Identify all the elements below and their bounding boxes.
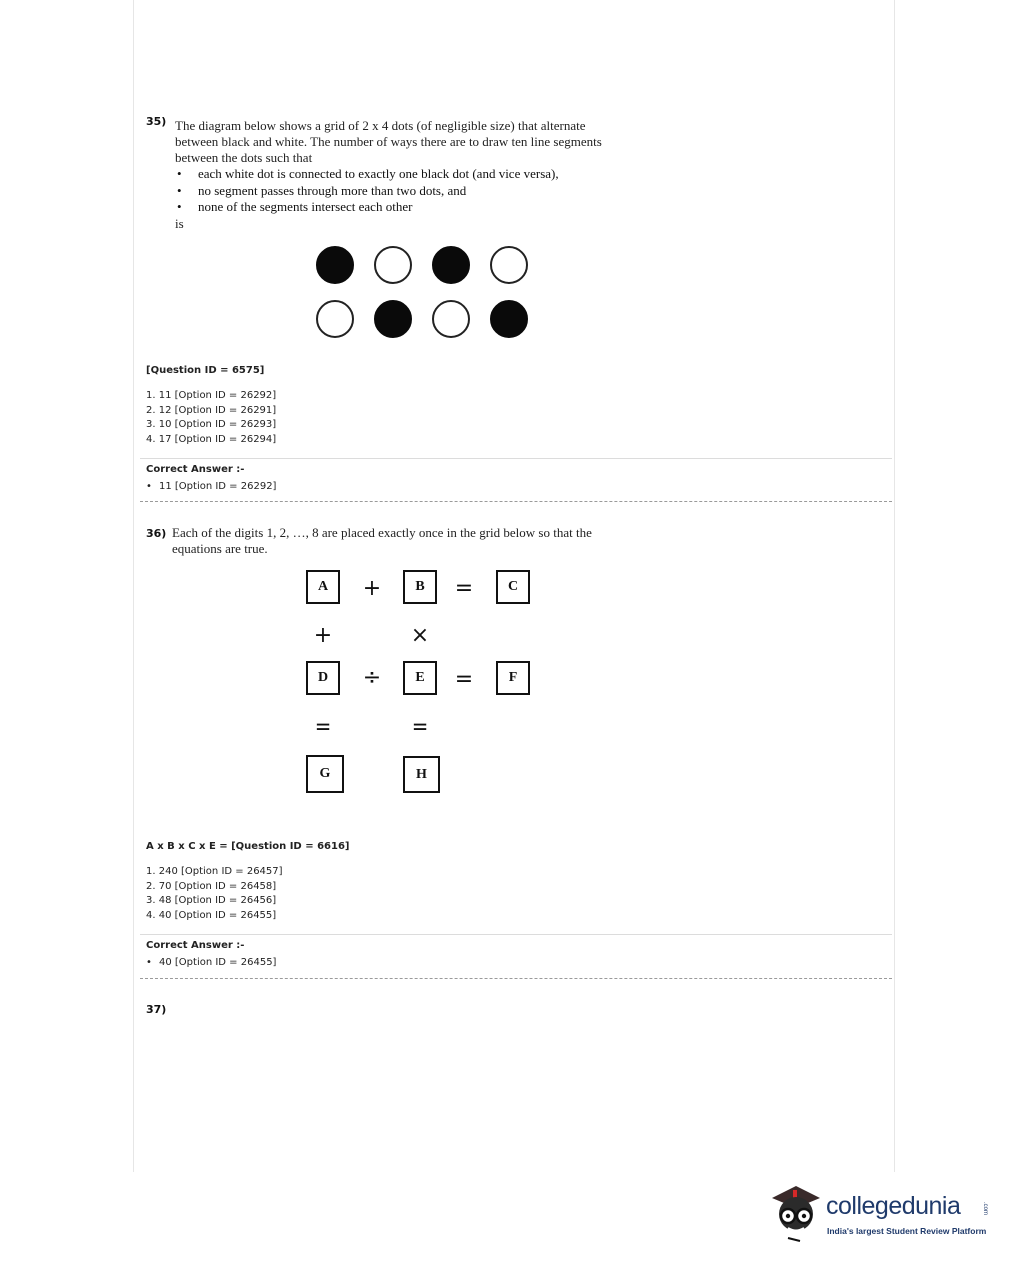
q35-bullet: • none of the segments intersect each other [175,199,559,216]
student-mascot-icon [766,1178,824,1244]
option-item: 4. 17 [Option ID = 26294] [146,433,277,445]
option-item: 2. 12 [Option ID = 26291] [146,404,277,416]
equals-sign: = [411,715,429,740]
q37-number: 37) [146,1003,167,1016]
cell-G: G [306,755,344,793]
times-sign: × [410,623,430,648]
q35-text-line: between black and white. The number of ways there are to draw ten line segments [175,134,602,149]
cell-A: A [306,570,340,604]
correct-answer-value: 40 [Option ID = 26455] [159,957,277,968]
q36-text-line: Each of the digits 1, 2, …, 8 are placed exactly once in the grid below so that the [172,525,592,540]
black-dot [432,246,470,284]
cell-B: B [403,570,437,604]
white-dot [374,246,412,284]
q36-text-line: equations are true. [172,541,268,556]
equals-sign: = [454,576,474,601]
bullet-icon: • [146,957,152,968]
black-dot [374,300,412,338]
q36-number: 36) [146,527,167,540]
dashed-separator [140,978,892,979]
divider [140,458,892,459]
q36-text [172,525,692,557]
white-dot [432,300,470,338]
q35-text-line: The diagram below shows a grid of 2 x 4 dots (of negligible size) that alternate [175,118,586,133]
logo-wordmark: collegedunia [826,1192,961,1220]
cell-H: H [403,756,440,793]
logo-tagline: India's largest Student Review Platform [827,1226,987,1236]
option-item: 1. 11 [Option ID = 26292] [146,390,277,401]
equals-sign: = [314,715,332,740]
collegedunia-logo [766,1176,996,1246]
plus-sign: + [362,576,382,601]
cell-C: C [496,570,530,604]
q35-text-line: between the dots such that [175,150,313,165]
cell-F: F [496,661,530,695]
option-item: 1. 240 [Option ID = 26457] [146,866,283,877]
bullet-icon: • [146,481,152,492]
q35-correct-answer [146,480,276,495]
q36-correct-label: Correct Answer :- [146,940,245,951]
q35-options [146,389,276,447]
option-item: 3. 10 [Option ID = 26293] [146,419,277,430]
divider [140,934,892,935]
black-dot [316,246,354,284]
q35-question-id: [Question ID = 6575] [146,365,265,376]
white-dot [316,300,354,338]
black-dot [490,300,528,338]
q35-correct-label: Correct Answer :- [146,464,245,475]
q35-number: 35) [146,115,167,128]
white-dot [490,246,528,284]
cell-E: E [403,661,437,695]
plus-sign: + [313,623,333,648]
q35-tail: is [175,216,184,231]
q36-options [146,865,283,923]
option-item: 2. 70 [Option ID = 26458] [146,880,277,892]
option-item: 3. 48 [Option ID = 26456] [146,895,277,906]
logo-suffix: .com [982,1202,988,1216]
q36-correct-answer [146,956,276,971]
q35-text [175,118,695,166]
divide-sign: ÷ [362,665,382,690]
q35-bullet: • no segment passes through more than two dots, and [175,183,559,200]
equals-sign: = [454,667,474,692]
q36-question-line: A x B x C x E = [Question ID = 6616] [146,841,350,852]
q35-bullet: • each white dot is connected to exactly one black dot (and vice versa), [175,166,559,183]
correct-answer-value: 11 [Option ID = 26292] [159,481,277,492]
option-item: 4. 40 [Option ID = 26455] [146,909,277,921]
dashed-separator [140,501,892,502]
q35-bullets [175,166,559,216]
cell-D: D [306,661,340,695]
